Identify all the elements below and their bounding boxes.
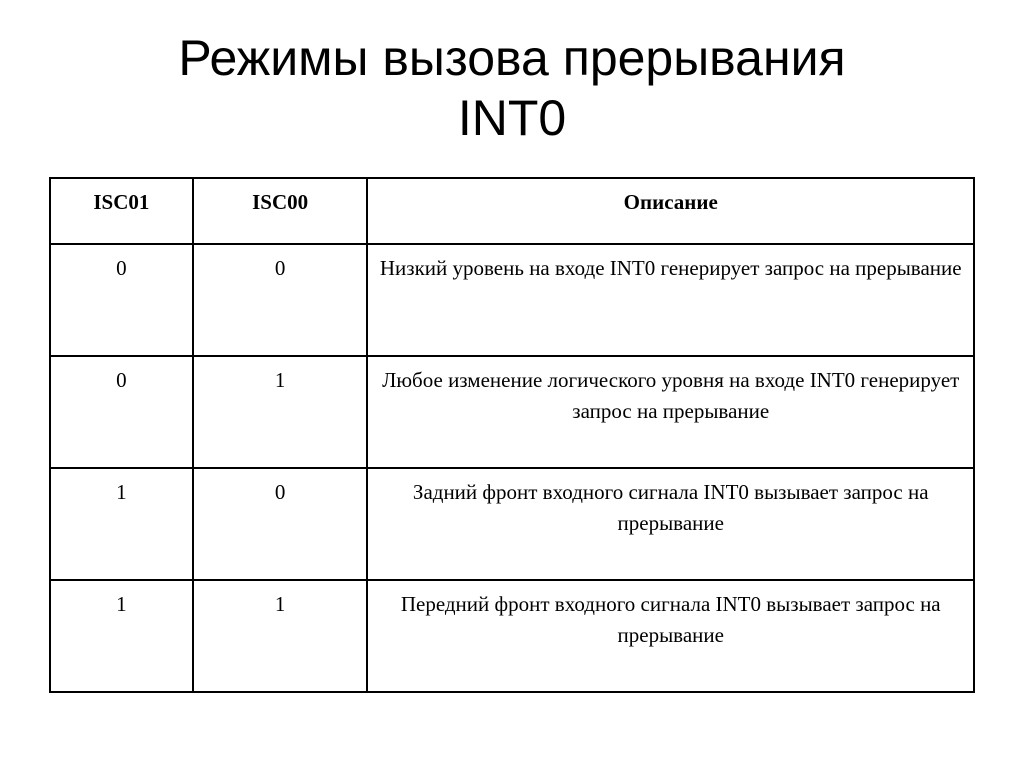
slide-title-line-1: Режимы вызова прерывания <box>178 30 846 86</box>
header-isc00: ISC00 <box>193 178 368 244</box>
interrupt-modes-table <box>49 177 975 693</box>
cell-isc01: 0 <box>50 244 193 356</box>
cell-isc00: 0 <box>193 244 368 356</box>
cell-isc00: 1 <box>193 356 368 468</box>
header-description: Описание <box>367 178 974 244</box>
table-header-row <box>50 178 974 244</box>
cell-isc01: 1 <box>50 580 193 692</box>
table-row <box>50 468 974 580</box>
cell-isc00: 0 <box>193 468 368 580</box>
table-row <box>50 244 974 356</box>
table-row <box>50 580 974 692</box>
table-row <box>50 356 974 468</box>
cell-description: Задний фронт входного сигнала INT0 вызывает запрос на прерывание <box>367 468 974 580</box>
cell-description: Передний фронт входного сигнала INT0 вызывает запрос на прерывание <box>367 580 974 692</box>
cell-description: Низкий уровень на входе INT0 генерирует запрос на прерывание <box>367 244 974 356</box>
cell-isc01: 1 <box>50 468 193 580</box>
header-isc01: ISC01 <box>50 178 193 244</box>
slide-title-line-2: INT0 <box>457 90 567 146</box>
slide-title <box>0 28 1024 148</box>
cell-isc01: 0 <box>50 356 193 468</box>
cell-description: Любое изменение логического уровня на входе INT0 генерирует запрос на прерывание <box>367 356 974 468</box>
cell-isc00: 1 <box>193 580 368 692</box>
